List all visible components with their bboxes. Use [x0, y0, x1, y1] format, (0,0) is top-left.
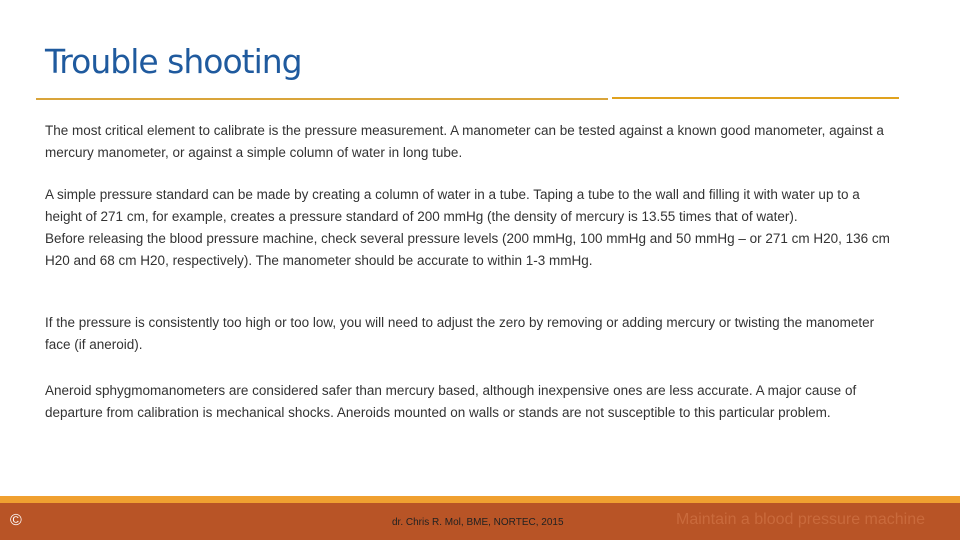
- footer-presentation-title: Maintain a blood pressure machine: [676, 511, 926, 528]
- title-underline: [36, 98, 608, 100]
- paragraph-adjust-zero: If the pressure is consistently too high or too low, you will need to adjust the zero by removing or adding mercury or twisting the manometer face (if aneroid).: [45, 315, 875, 352]
- slide-title: Trouble shooting: [45, 42, 302, 81]
- paragraph-pressure-standard: A simple pressure standard can be made by creating a column of water in a tube. Taping a tube to the wall and filling it with water up to a height of 271 cm, for example, creates a pressure standard of 200 mmHg (the density of mercury is 13.55 times that of water). Before releasing the blood pressure machine, check several pressure levels (200 mmHg, 100 mmHg and 50 mmHg – or 271 cm H20, 136 cm H20 and 68 cm H20, respectively). The manometer should be accurate to within 1-3 mmHg.: [45, 187, 890, 268]
- footer-band: [0, 503, 960, 540]
- footer-author: dr. Chris R. Mol, BME, NORTEC, 2015: [392, 517, 564, 528]
- footer-accent-strip: [0, 496, 960, 503]
- paragraph-calibration: The most critical element to calibrate is the pressure measurement. A manometer can be tested against a known good manometer, against a mercury manometer, or against a simple column of water in long tube.: [45, 123, 884, 160]
- copyright-icon: ©: [10, 512, 22, 529]
- paragraph-aneroid: Aneroid sphygmomanometers are considered safer than mercury based, although inexpensive ones are less accurate. A major cause of departure from calibration is mechanical shocks. Aneroids mounted on walls or stands are not susceptible to this particular problem.: [45, 383, 857, 420]
- title-underline-right: [612, 97, 899, 99]
